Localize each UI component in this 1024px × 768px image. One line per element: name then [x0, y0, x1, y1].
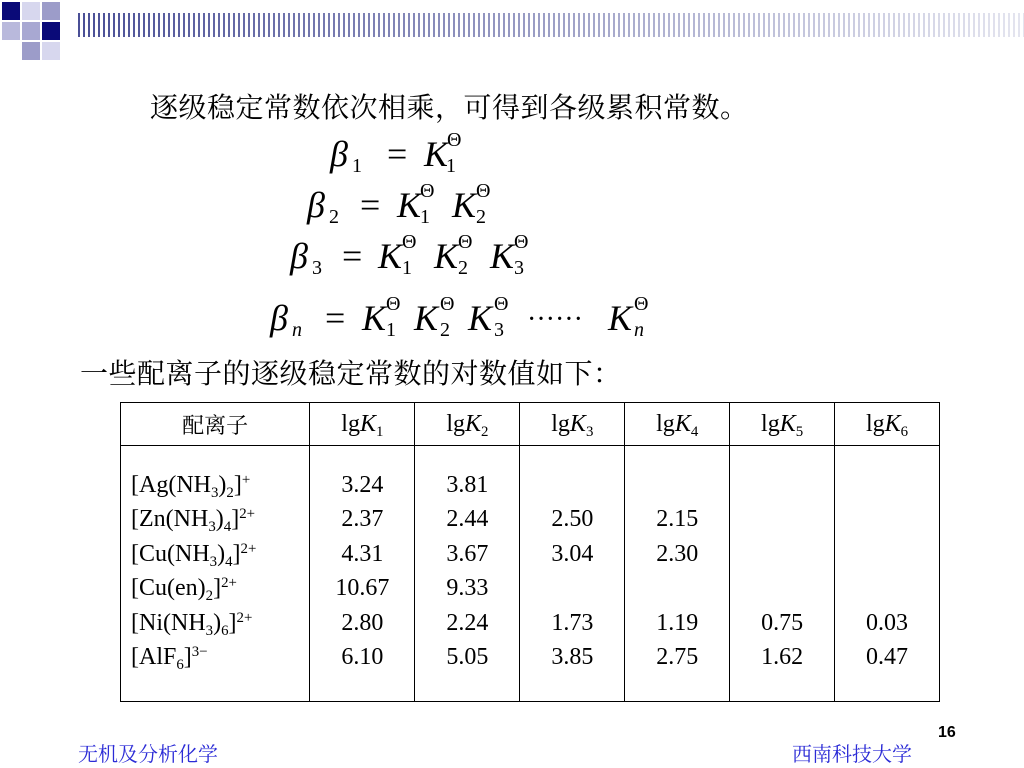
- university-name: 西南科技大学: [792, 742, 912, 766]
- lgK5-value-row-3: [730, 537, 834, 571]
- lgK3-column: [520, 446, 625, 702]
- svg-text:K: K: [397, 185, 422, 225]
- lgK3-value-row-5: 1.73: [551, 609, 594, 636]
- complex-ion-5: $[Ni(NH_3)_6]^{2+}$: [131, 609, 253, 639]
- svg-text:Θ: Θ: [386, 293, 401, 315]
- lgK4-value-row-6: 2.75: [656, 643, 699, 670]
- svg-text:Θ: Θ: [447, 129, 462, 151]
- svg-text:Θ: Θ: [494, 293, 509, 315]
- svg-text:1: 1: [402, 257, 412, 279]
- svg-text:2: 2: [329, 206, 339, 228]
- svg-text:3: 3: [312, 257, 322, 279]
- lgK6-value-row-4: [835, 571, 939, 605]
- svg-text:K: K: [468, 298, 493, 338]
- svg-text:1: 1: [420, 206, 430, 228]
- lgK3-value-row-1: [520, 468, 624, 502]
- svg-text:n: n: [292, 319, 302, 341]
- svg-text:K: K: [490, 236, 515, 276]
- lgK5-value-row-4: [730, 571, 834, 605]
- svg-text:Θ: Θ: [440, 293, 455, 315]
- lgK2-column: [415, 446, 520, 702]
- lgK1-value-row-3: 4.31: [341, 540, 384, 567]
- svg-text:=: =: [387, 134, 408, 174]
- lgK4-value-row-3: 2.30: [656, 540, 699, 567]
- lgK4-value-row-1: [625, 468, 729, 502]
- complex-ion-3: $[Cu(NH_3)_4]^{2+}$: [131, 540, 257, 570]
- lgK5-column: [730, 446, 835, 702]
- lgK2-value-row-3: 3.67: [446, 540, 489, 567]
- svg-text:n: n: [634, 319, 644, 341]
- lgK3-value-row-6: 3.85: [551, 643, 594, 670]
- lgK6-value-row-1: [835, 468, 939, 502]
- lgK1-value-row-6: 6.10: [341, 643, 384, 670]
- lgK6-value-row-5: 0.03: [866, 609, 909, 636]
- equation-beta3: [289, 231, 528, 279]
- complex-ion-4: $[Cu(en)_2]^{2+}$: [131, 575, 237, 605]
- equation-beta-n: [269, 293, 648, 341]
- table-body-row: [121, 446, 940, 702]
- lgK1-column: [310, 446, 415, 702]
- svg-text:β: β: [307, 185, 325, 225]
- svg-text:······: ······: [527, 304, 583, 335]
- lgK3-value-row-4: [520, 571, 624, 605]
- lgK3-value-row-2: 2.50: [551, 506, 594, 533]
- svg-text:=: =: [325, 298, 346, 338]
- table-header-row: [121, 403, 940, 446]
- svg-text:Θ: Θ: [476, 180, 491, 202]
- svg-text:=: =: [342, 236, 363, 276]
- header-complex-ion: 配离子: [121, 403, 310, 446]
- svg-text:2: 2: [440, 319, 450, 341]
- lgK1-value-row-5: 2.80: [341, 609, 384, 636]
- lgK5-value-row-5: 0.75: [761, 609, 804, 636]
- header-lgK5: lgK$_5$: [730, 403, 835, 446]
- svg-text:β: β: [330, 134, 348, 174]
- svg-text:K: K: [362, 298, 387, 338]
- table-intro: 一些配离子的逐级稳定常数的对数值如下：: [80, 357, 622, 390]
- svg-text:1: 1: [386, 319, 396, 341]
- svg-text:2: 2: [458, 257, 468, 279]
- lgK5-value-row-2: [730, 502, 834, 536]
- svg-text:=: =: [360, 185, 381, 225]
- course-name: 无机及分析化学: [78, 742, 218, 766]
- complex-ion-1: $[Ag(NH_3)_2]^+$: [131, 471, 251, 502]
- svg-text:β: β: [270, 298, 288, 338]
- complex-ion-6: $[AlF_6]^{3-}$: [131, 643, 208, 674]
- lgK2-value-row-6: 5.05: [446, 643, 489, 670]
- cumulative-constant-equations: [0, 0, 1024, 350]
- lgK4-column: [625, 446, 730, 702]
- stability-constant-table: [120, 402, 940, 702]
- svg-text:Θ: Θ: [420, 180, 435, 202]
- lgK2-value-row-4: 9.33: [446, 575, 489, 602]
- svg-text:K: K: [452, 185, 477, 225]
- lgK6-value-row-6: 0.47: [866, 643, 909, 670]
- lgK2-value-row-5: 2.24: [446, 609, 489, 636]
- svg-text:Θ: Θ: [458, 231, 473, 253]
- lgK3-value-row-3: 3.04: [551, 540, 594, 567]
- lgK1-value-row-4: 10.67: [335, 575, 390, 602]
- lgK2-value-row-2: 2.44: [446, 506, 489, 533]
- svg-text:K: K: [414, 298, 439, 338]
- equation-beta1: [329, 129, 461, 177]
- svg-text:Θ: Θ: [402, 231, 417, 253]
- lgK6-value-row-2: [835, 502, 939, 536]
- svg-text:2: 2: [476, 206, 486, 228]
- svg-text:3: 3: [494, 319, 504, 341]
- lgK5-value-row-1: [730, 468, 834, 502]
- complex-ion-2: $[Zn(NH_3)_4]^{2+}$: [131, 506, 256, 536]
- svg-text:K: K: [608, 298, 633, 338]
- lgK1-value-row-1: 3.24: [341, 472, 384, 498]
- svg-text:Θ: Θ: [514, 231, 529, 253]
- svg-text:3: 3: [514, 257, 524, 279]
- header-lgK6: lgK$_6$: [835, 403, 940, 446]
- header-lgK1: lgK$_1$: [310, 403, 415, 446]
- svg-text:β: β: [290, 236, 308, 276]
- svg-text:K: K: [378, 236, 403, 276]
- header-lgK4: lgK$_4$: [625, 403, 730, 446]
- header-lgK3: lgK$_3$: [520, 403, 625, 446]
- svg-text:1: 1: [446, 155, 456, 177]
- complex-ion-column: [121, 446, 310, 702]
- svg-text:Θ: Θ: [634, 293, 649, 315]
- lgK6-column: [835, 446, 940, 702]
- page-number: 16: [938, 724, 956, 741]
- lgK4-value-row-4: [625, 571, 729, 605]
- lgK5-value-row-6: 1.62: [761, 643, 804, 670]
- slide-headline: 逐级稳定常数依次相乘，可得到各级累积常数。: [150, 91, 749, 124]
- lgK4-value-row-5: 1.19: [656, 609, 699, 636]
- lgK2-value-row-1: 3.81: [446, 472, 489, 498]
- equation-beta2: [306, 180, 490, 228]
- svg-text:1: 1: [352, 155, 362, 177]
- svg-text:K: K: [434, 236, 459, 276]
- header-lgK2: lgK$_2$: [415, 403, 520, 446]
- svg-text:K: K: [424, 134, 449, 174]
- lgK6-value-row-3: [835, 537, 939, 571]
- lgK4-value-row-2: 2.15: [656, 506, 699, 533]
- stability-constant-table-container: [120, 402, 940, 702]
- lgK1-value-row-2: 2.37: [341, 506, 384, 533]
